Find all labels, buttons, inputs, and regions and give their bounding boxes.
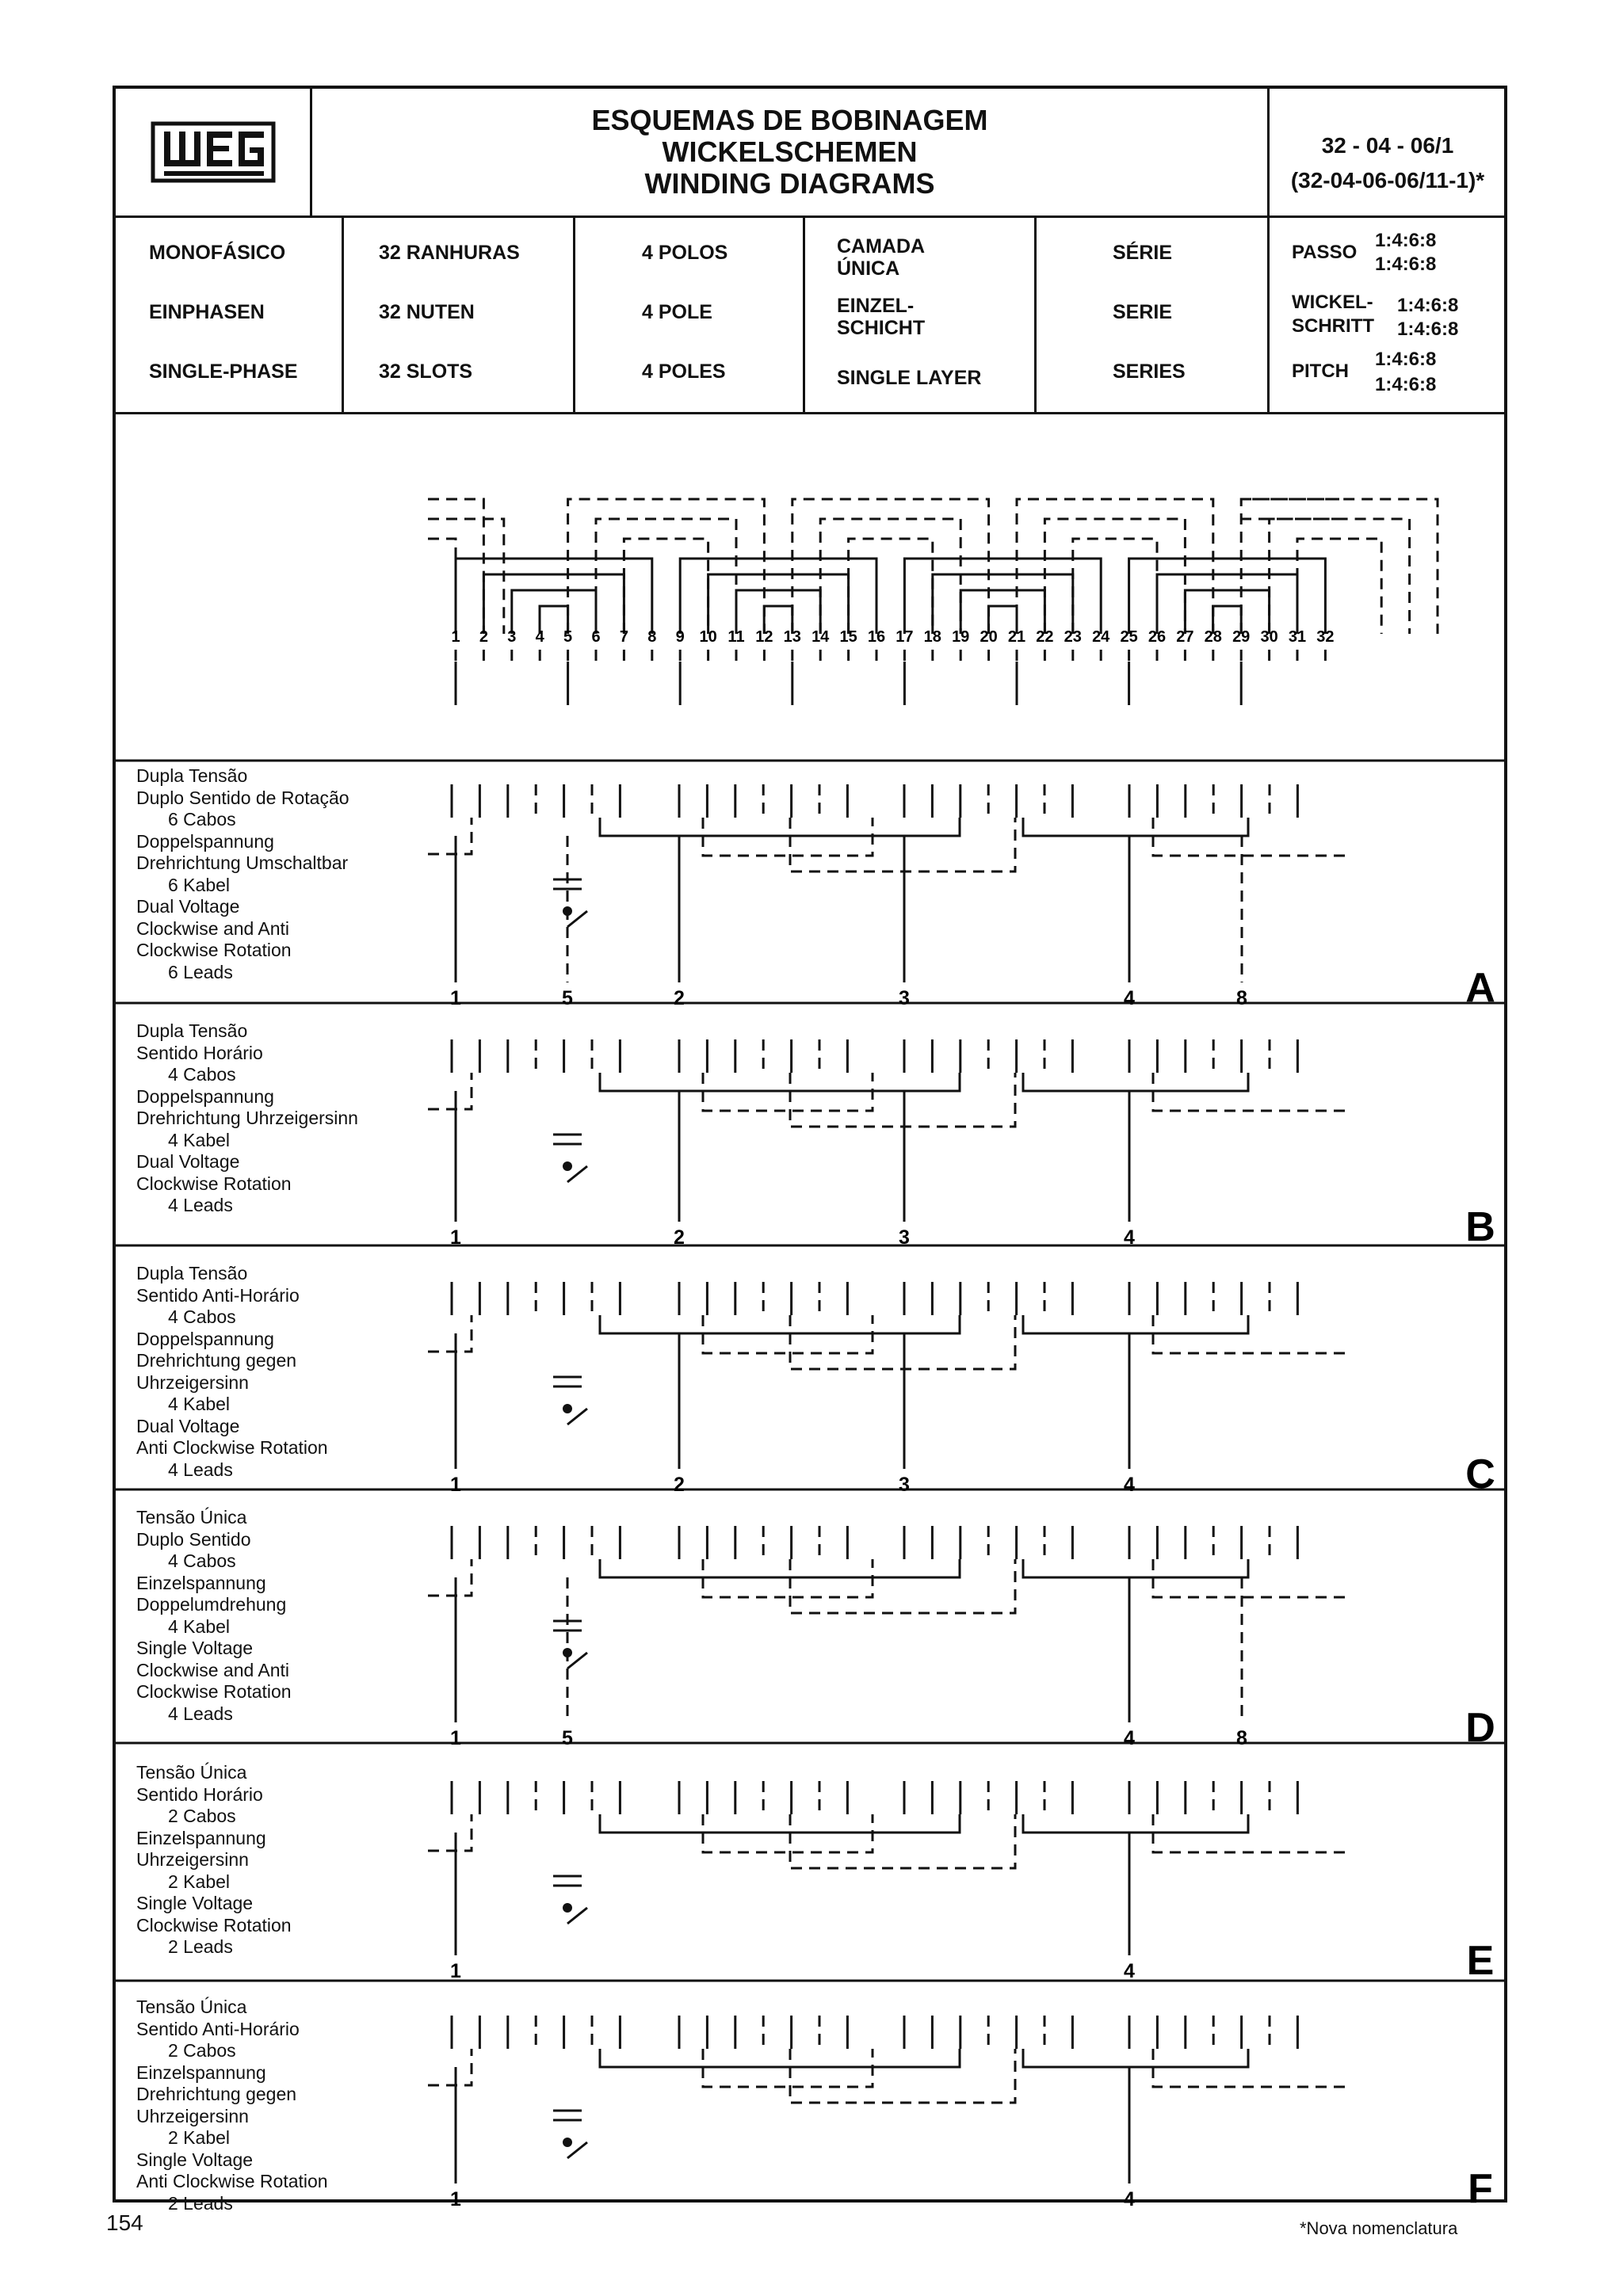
lead-label: 1 — [450, 1226, 461, 1249]
lead-in — [428, 539, 456, 634]
coil-dashed — [1044, 519, 1185, 634]
spec-text: EINZEL- — [837, 295, 915, 317]
slot-number: 4 — [535, 628, 544, 646]
description-line: Drehrichtung Umschaltbar — [136, 852, 349, 873]
lead-label: 5 — [562, 1727, 573, 1749]
lead-label: 1 — [450, 987, 461, 1009]
pitch-label: PITCH — [1292, 360, 1349, 382]
spec-text: 4 POLE — [642, 301, 712, 323]
description-line: 4 Kabel — [168, 1394, 231, 1414]
connection-bracket — [790, 1315, 1015, 1369]
switch-contact — [563, 1161, 572, 1171]
description-line: 4 Leads — [168, 1195, 233, 1215]
description-line: Clockwise and Anti — [136, 1659, 290, 1680]
footnote: *Nova nomenclatura — [1300, 2218, 1458, 2238]
coil-dashed — [1073, 539, 1157, 634]
coil — [1185, 590, 1269, 634]
coil — [512, 590, 596, 634]
description-line: 6 Kabel — [168, 874, 231, 895]
slot-number: 29 — [1232, 628, 1251, 646]
spec-text: 32 SLOTS — [379, 360, 473, 383]
description-line: 4 Kabel — [168, 1129, 231, 1150]
connection-bracket — [790, 818, 1015, 871]
connection-bracket — [1023, 1073, 1248, 1091]
switch-contact — [563, 1903, 572, 1913]
description-line: Drehrichtung Uhrzeigersinn — [136, 1108, 358, 1128]
description-line: Dual Voltage — [136, 1151, 240, 1172]
spec-text: SINGLE-PHASE — [149, 360, 298, 383]
switch-contact — [563, 1648, 572, 1657]
lead-label: 2 — [674, 987, 685, 1009]
lead-label: 2 — [674, 1226, 685, 1249]
description-line: Einzelspannung — [136, 1827, 266, 1848]
description-line: Sentido Anti-Horário — [136, 1284, 300, 1306]
lead-in — [428, 1814, 472, 1851]
section-letter: B — [1465, 1204, 1495, 1250]
description-line: Einzelspannung — [136, 1572, 266, 1593]
slot-number: 1 — [451, 628, 460, 646]
switch-contact — [563, 906, 572, 916]
description-line: Dupla Tensão — [136, 765, 248, 786]
lead-label: 4 — [1124, 987, 1135, 1009]
slot-number: 9 — [675, 628, 685, 646]
lead-label: 3 — [899, 1226, 910, 1249]
description-line: Single Voltage — [136, 1893, 254, 1913]
description-line: Anti Clockwise Rotation — [136, 2171, 328, 2191]
lead-in — [428, 2049, 472, 2085]
slot-number: 15 — [839, 628, 857, 646]
coil — [904, 559, 1101, 634]
spec-text: SERIES — [1113, 360, 1186, 383]
pitch-label: SCHRITT — [1292, 315, 1374, 337]
description-line: 4 Cabos — [168, 1306, 236, 1327]
connection-bracket — [600, 2049, 960, 2067]
description-line: 4 Kabel — [168, 1615, 231, 1637]
description-line: Uhrzeigersinn — [136, 2105, 249, 2126]
slot-number: 12 — [755, 628, 773, 646]
coil — [680, 559, 876, 634]
description-line: 4 Cabos — [168, 1550, 236, 1571]
slot-number: 11 — [727, 628, 745, 646]
coil — [933, 574, 1073, 634]
description-line: 2 Kabel — [168, 1871, 231, 1892]
slot-number: 16 — [867, 628, 886, 646]
description-line: 2 Kabel — [168, 2127, 231, 2148]
description-line: 4 Leads — [168, 1459, 233, 1480]
lead-label: 4 — [1124, 1474, 1135, 1496]
description-line: Sentido Anti-Horário — [136, 2018, 300, 2039]
description-line: Doppelspannung — [136, 1328, 274, 1349]
slot-number: 8 — [647, 628, 657, 646]
description-line: Clockwise and Anti — [136, 917, 290, 939]
coil — [960, 590, 1044, 634]
slot-number: 25 — [1120, 628, 1138, 646]
slot-number: 3 — [507, 628, 517, 646]
description-line: Doppelspannung — [136, 830, 274, 852]
title-en: WINDING DIAGRAMS — [644, 167, 935, 200]
description-line: Anti Clockwise Rotation — [136, 1437, 328, 1458]
spec-text: SERIE — [1113, 301, 1173, 323]
lead-in — [428, 519, 504, 634]
coil — [483, 574, 624, 634]
slot-number: 26 — [1148, 628, 1167, 646]
connection-bracket — [600, 1073, 960, 1091]
coil-dashed — [1297, 539, 1381, 634]
spec-text: SCHICHT — [837, 317, 926, 339]
lead-label: 4 — [1124, 2188, 1135, 2210]
coil — [456, 559, 652, 634]
slot-number: 10 — [699, 628, 717, 646]
description-line: Dual Voltage — [136, 896, 240, 917]
pitch-value: 1:4:6:8 — [1397, 295, 1459, 316]
description-line: Duplo Sentido — [136, 1528, 251, 1550]
spec-text: 32 NUTEN — [379, 301, 475, 323]
pitch-label: WICKEL- — [1292, 292, 1373, 313]
description-line: 2 Leads — [168, 1936, 233, 1957]
spec-text: ÚNICA — [837, 257, 900, 280]
lead-label: 4 — [1124, 1960, 1135, 1982]
slot-number: 6 — [591, 628, 601, 646]
spec-text: EINPHASEN — [149, 301, 265, 323]
slot-number: 17 — [896, 628, 914, 646]
code-alternate: (32-04-06-06/11-1)* — [1290, 168, 1485, 193]
slot-number: 23 — [1064, 628, 1082, 646]
pitch-value: 1:4:6:8 — [1375, 254, 1437, 275]
description-line: Duplo Sentido de Rotação — [136, 787, 349, 808]
connection-bracket — [1023, 1814, 1248, 1833]
description-line: Sentido Horário — [136, 1783, 263, 1805]
section-letter: D — [1465, 1705, 1495, 1751]
slot-number: 24 — [1092, 628, 1110, 646]
slot-number: 18 — [923, 628, 941, 646]
pitch-value: 1:4:6:8 — [1375, 374, 1437, 395]
slot-number: 27 — [1176, 628, 1194, 646]
pitch-value: 1:4:6:8 — [1397, 318, 1459, 340]
lead-label: 8 — [1236, 987, 1247, 1009]
description-line: Doppelumdrehung — [136, 1594, 287, 1615]
slot-number: 31 — [1288, 628, 1307, 646]
description-line: Sentido Horário — [136, 1042, 263, 1063]
code-current: 32 - 04 - 06/1 — [1321, 133, 1454, 158]
slot-number: 21 — [1007, 628, 1026, 646]
description-line: Dual Voltage — [136, 1415, 240, 1436]
section-letter: C — [1465, 1451, 1495, 1497]
description-line: 4 Leads — [168, 1703, 233, 1724]
description-line: 2 Cabos — [168, 1806, 236, 1826]
coil — [1157, 574, 1297, 634]
spec-text: 4 POLES — [642, 360, 726, 383]
connection-bracket — [600, 1559, 960, 1577]
connection-bracket — [600, 1315, 960, 1333]
description-line: Doppelspannung — [136, 1085, 274, 1107]
coil-dashed — [624, 539, 708, 634]
description-line: 4 Cabos — [168, 1064, 236, 1085]
coil — [736, 590, 820, 634]
connection-bracket — [600, 1814, 960, 1833]
spec-text: CAMADA — [837, 235, 926, 257]
lead-label: 8 — [1236, 1727, 1247, 1749]
coil — [1129, 559, 1326, 634]
description-line: Clockwise Rotation — [136, 1914, 292, 1936]
coil-dashed — [849, 539, 933, 634]
lead-label: 5 — [562, 987, 573, 1009]
description-line: Tensão Única — [136, 1507, 247, 1527]
connection-bracket — [790, 2049, 1015, 2103]
connection-bracket — [1023, 818, 1248, 836]
slot-number: 14 — [812, 628, 830, 646]
lead-in — [428, 1559, 472, 1596]
slot-number: 32 — [1316, 628, 1335, 646]
lead-in — [428, 818, 472, 854]
slot-number: 20 — [980, 628, 998, 646]
lead-label: 1 — [450, 1474, 461, 1496]
description-line: Uhrzeigersinn — [136, 1371, 249, 1393]
slot-number: 22 — [1036, 628, 1054, 646]
description-line: Tensão Única — [136, 1997, 247, 2017]
lead-label: 2 — [674, 1474, 685, 1496]
title-pt: ESQUEMAS DE BOBINAGEM — [591, 104, 988, 136]
section-letter: A — [1465, 965, 1495, 1011]
lead-in — [428, 1073, 472, 1109]
coil-dashed — [596, 519, 736, 634]
slot-number: 2 — [479, 628, 488, 646]
section-letter: E — [1466, 1938, 1495, 1984]
coil-dashed — [1270, 519, 1410, 634]
description-line: Einzelspannung — [136, 2061, 266, 2083]
connection-bracket — [790, 1814, 1015, 1868]
description-line: Dupla Tensão — [136, 1263, 248, 1283]
section-letter: F — [1468, 2166, 1493, 2212]
spec-text: 4 POLOS — [642, 242, 728, 264]
description-line: Drehrichtung gegen — [136, 1350, 297, 1371]
lead-label: 4 — [1124, 1727, 1135, 1749]
coil — [708, 574, 849, 634]
slot-number: 13 — [783, 628, 801, 646]
lead-label: 1 — [450, 1727, 461, 1749]
slot-number: 5 — [563, 628, 573, 646]
lead-label: 4 — [1124, 1226, 1135, 1249]
description-line: Single Voltage — [136, 1638, 254, 1658]
spec-text: SÉRIE — [1113, 242, 1173, 264]
title-de: WICKELSCHEMEN — [662, 135, 918, 168]
pitch-value: 1:4:6:8 — [1375, 230, 1437, 251]
description-line: 6 Cabos — [168, 809, 236, 830]
coil-dashed — [820, 519, 960, 634]
description-line: Tensão Única — [136, 1762, 247, 1783]
description-line: 6 Leads — [168, 961, 233, 982]
lead-label: 1 — [450, 2188, 461, 2210]
pitch-value: 1:4:6:8 — [1375, 349, 1437, 370]
connection-bracket — [790, 1559, 1015, 1613]
description-line: 2 Cabos — [168, 2040, 236, 2061]
description-line: Clockwise Rotation — [136, 1681, 292, 1702]
slot-number: 28 — [1204, 628, 1222, 646]
connection-bracket — [1023, 2049, 1248, 2067]
spec-text: 32 RANHURAS — [379, 242, 520, 264]
lead-label: 1 — [450, 1960, 461, 1982]
connection-bracket — [1023, 1315, 1248, 1333]
connection-bracket — [1023, 1559, 1248, 1577]
description-line: 2 Leads — [168, 2192, 233, 2214]
description-line: Single Voltage — [136, 2149, 254, 2170]
spec-text: MONOFÁSICO — [149, 242, 286, 264]
description-line: Drehrichtung gegen — [136, 2084, 297, 2104]
switch-contact — [563, 1404, 572, 1413]
description-line: Clockwise Rotation — [136, 1173, 292, 1194]
spec-text: SINGLE LAYER — [837, 367, 982, 389]
connection-bracket — [600, 818, 960, 836]
switch-contact — [563, 2138, 572, 2147]
slot-number: 7 — [619, 628, 628, 646]
description-line: Dupla Tensão — [136, 1020, 248, 1041]
slot-number: 19 — [952, 628, 970, 646]
pitch-label: PASSO — [1292, 242, 1358, 263]
connection-bracket — [790, 1073, 1015, 1127]
page-number: 154 — [106, 2210, 143, 2235]
slot-number: 30 — [1260, 628, 1278, 646]
description-line: Clockwise Rotation — [136, 940, 292, 960]
lead-label: 3 — [899, 1474, 910, 1496]
lead-label: 3 — [899, 987, 910, 1009]
lead-in — [428, 1315, 472, 1352]
description-line: Uhrzeigersinn — [136, 1849, 249, 1870]
